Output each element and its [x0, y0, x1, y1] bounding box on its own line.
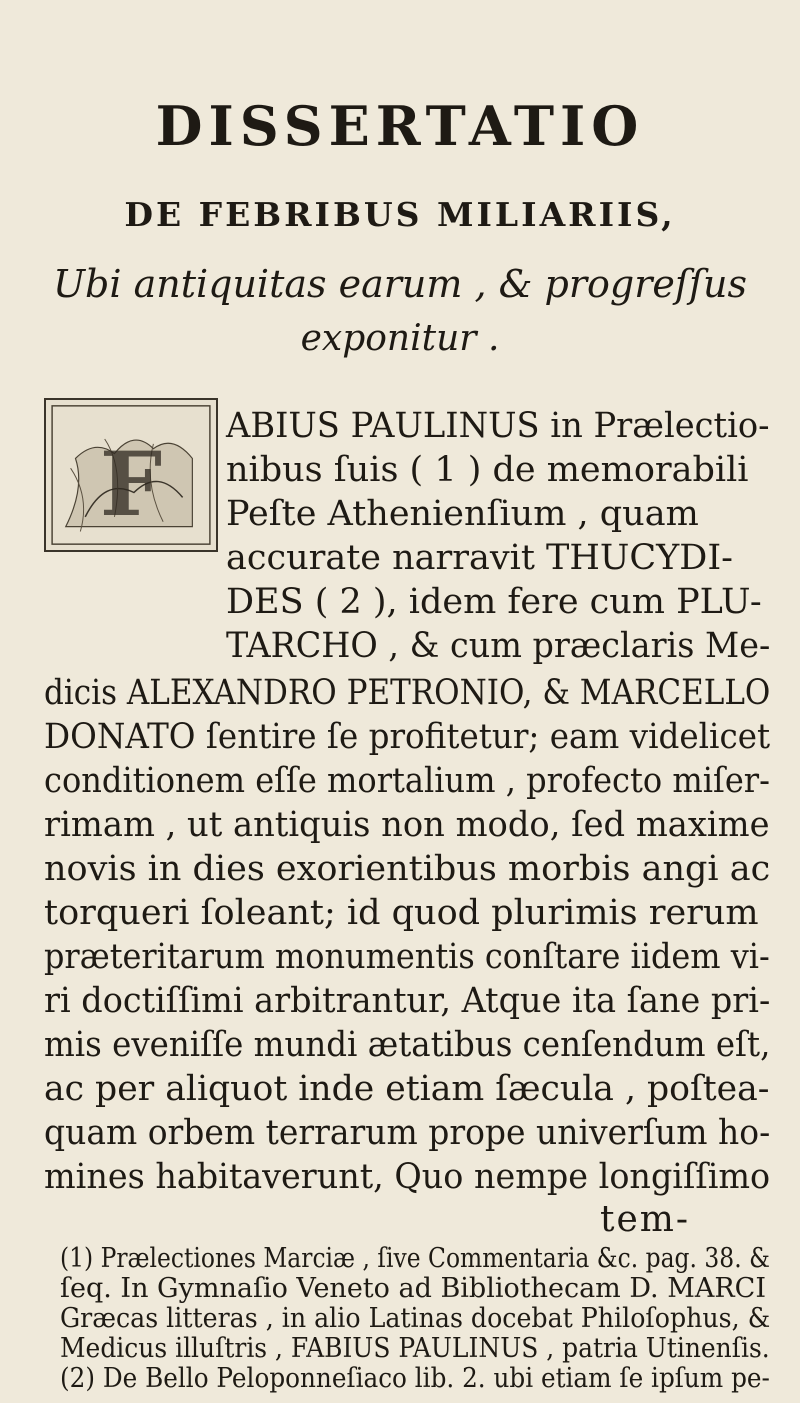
body-line: TARCHO , & cum præclaris Me- [226, 626, 771, 666]
body-line: Peſte Athenienſium , quam [226, 494, 699, 534]
motto-line-1: Ubi antiquitas earum , & progreſſus [52, 262, 747, 306]
body-line: DONATO ſentire ſe profitetur; eam videlicet [44, 717, 771, 757]
footnote-line: Medicus illuſtris , FABIUS PAULINUS , patria Utinenſis. [60, 1333, 770, 1364]
body-line: novis in dies exorientibus morbis angi ac [44, 849, 771, 889]
footnote-line: Græcas litteras , in alio Latinas docebat Philoſophus, & [60, 1303, 771, 1334]
motto-line-2: exponitur . [300, 318, 500, 359]
ornament-icon [46, 400, 216, 550]
page-subtitle: DE FEBRIBUS MILIARIIS, [124, 195, 676, 234]
body-line: mis eveniſſe mundi ætatibus cenſendum eſt, [44, 1025, 771, 1065]
footnote-line: ſeq. In Gymnaſio Veneto ad Bibliothecam D. MARCI [60, 1273, 767, 1304]
body-line: ac per aliquot inde etiam ſæcula , poſtea- [44, 1069, 770, 1109]
body-line: ri doctiſſimi arbitrantur, Atque ita ſane pri- [44, 981, 771, 1021]
catchword: tem- [600, 1199, 691, 1240]
body-line: nibus ſuis ( 1 ) de memorabili [226, 450, 749, 490]
footnote-line: (1) Prælectiones Marciæ , ſive Commentaria &c. pag. 38. & [60, 1243, 770, 1274]
decorated-initial-letter [44, 398, 218, 552]
body-line: dicis ALEXANDRO PETRONIO, & MARCELLO [44, 673, 771, 713]
body-line: torqueri ſoleant; id quod plurimis rerum [44, 893, 759, 933]
body-line: accurate narravit THUCYDI- [226, 538, 733, 578]
body-line: ABIUS PAULINUS in Prælectio- [226, 406, 770, 446]
svg-text:F: F [99, 432, 163, 536]
body-line: DES ( 2 ), idem fere cum PLU- [226, 582, 762, 622]
body-line: quam orbem terrarum prope univerſum ho- [44, 1113, 771, 1153]
body-line: mines habitaverunt, Quo nempe longiſſimo [44, 1157, 771, 1197]
body-line: rimam , ut antiquis non modo, ſed maxime [44, 805, 770, 845]
body-line: præteritarum monumentis conſtare iidem vi- [44, 937, 770, 977]
page-title: DISSERTATIO [155, 94, 645, 158]
footnote-line: (2) De Bello Peloponneſiaco lib. 2. ubi etiam ſe ipſum pe- [60, 1363, 770, 1394]
body-line: conditionem eſſe mortalium , profecto miſer- [44, 761, 770, 801]
